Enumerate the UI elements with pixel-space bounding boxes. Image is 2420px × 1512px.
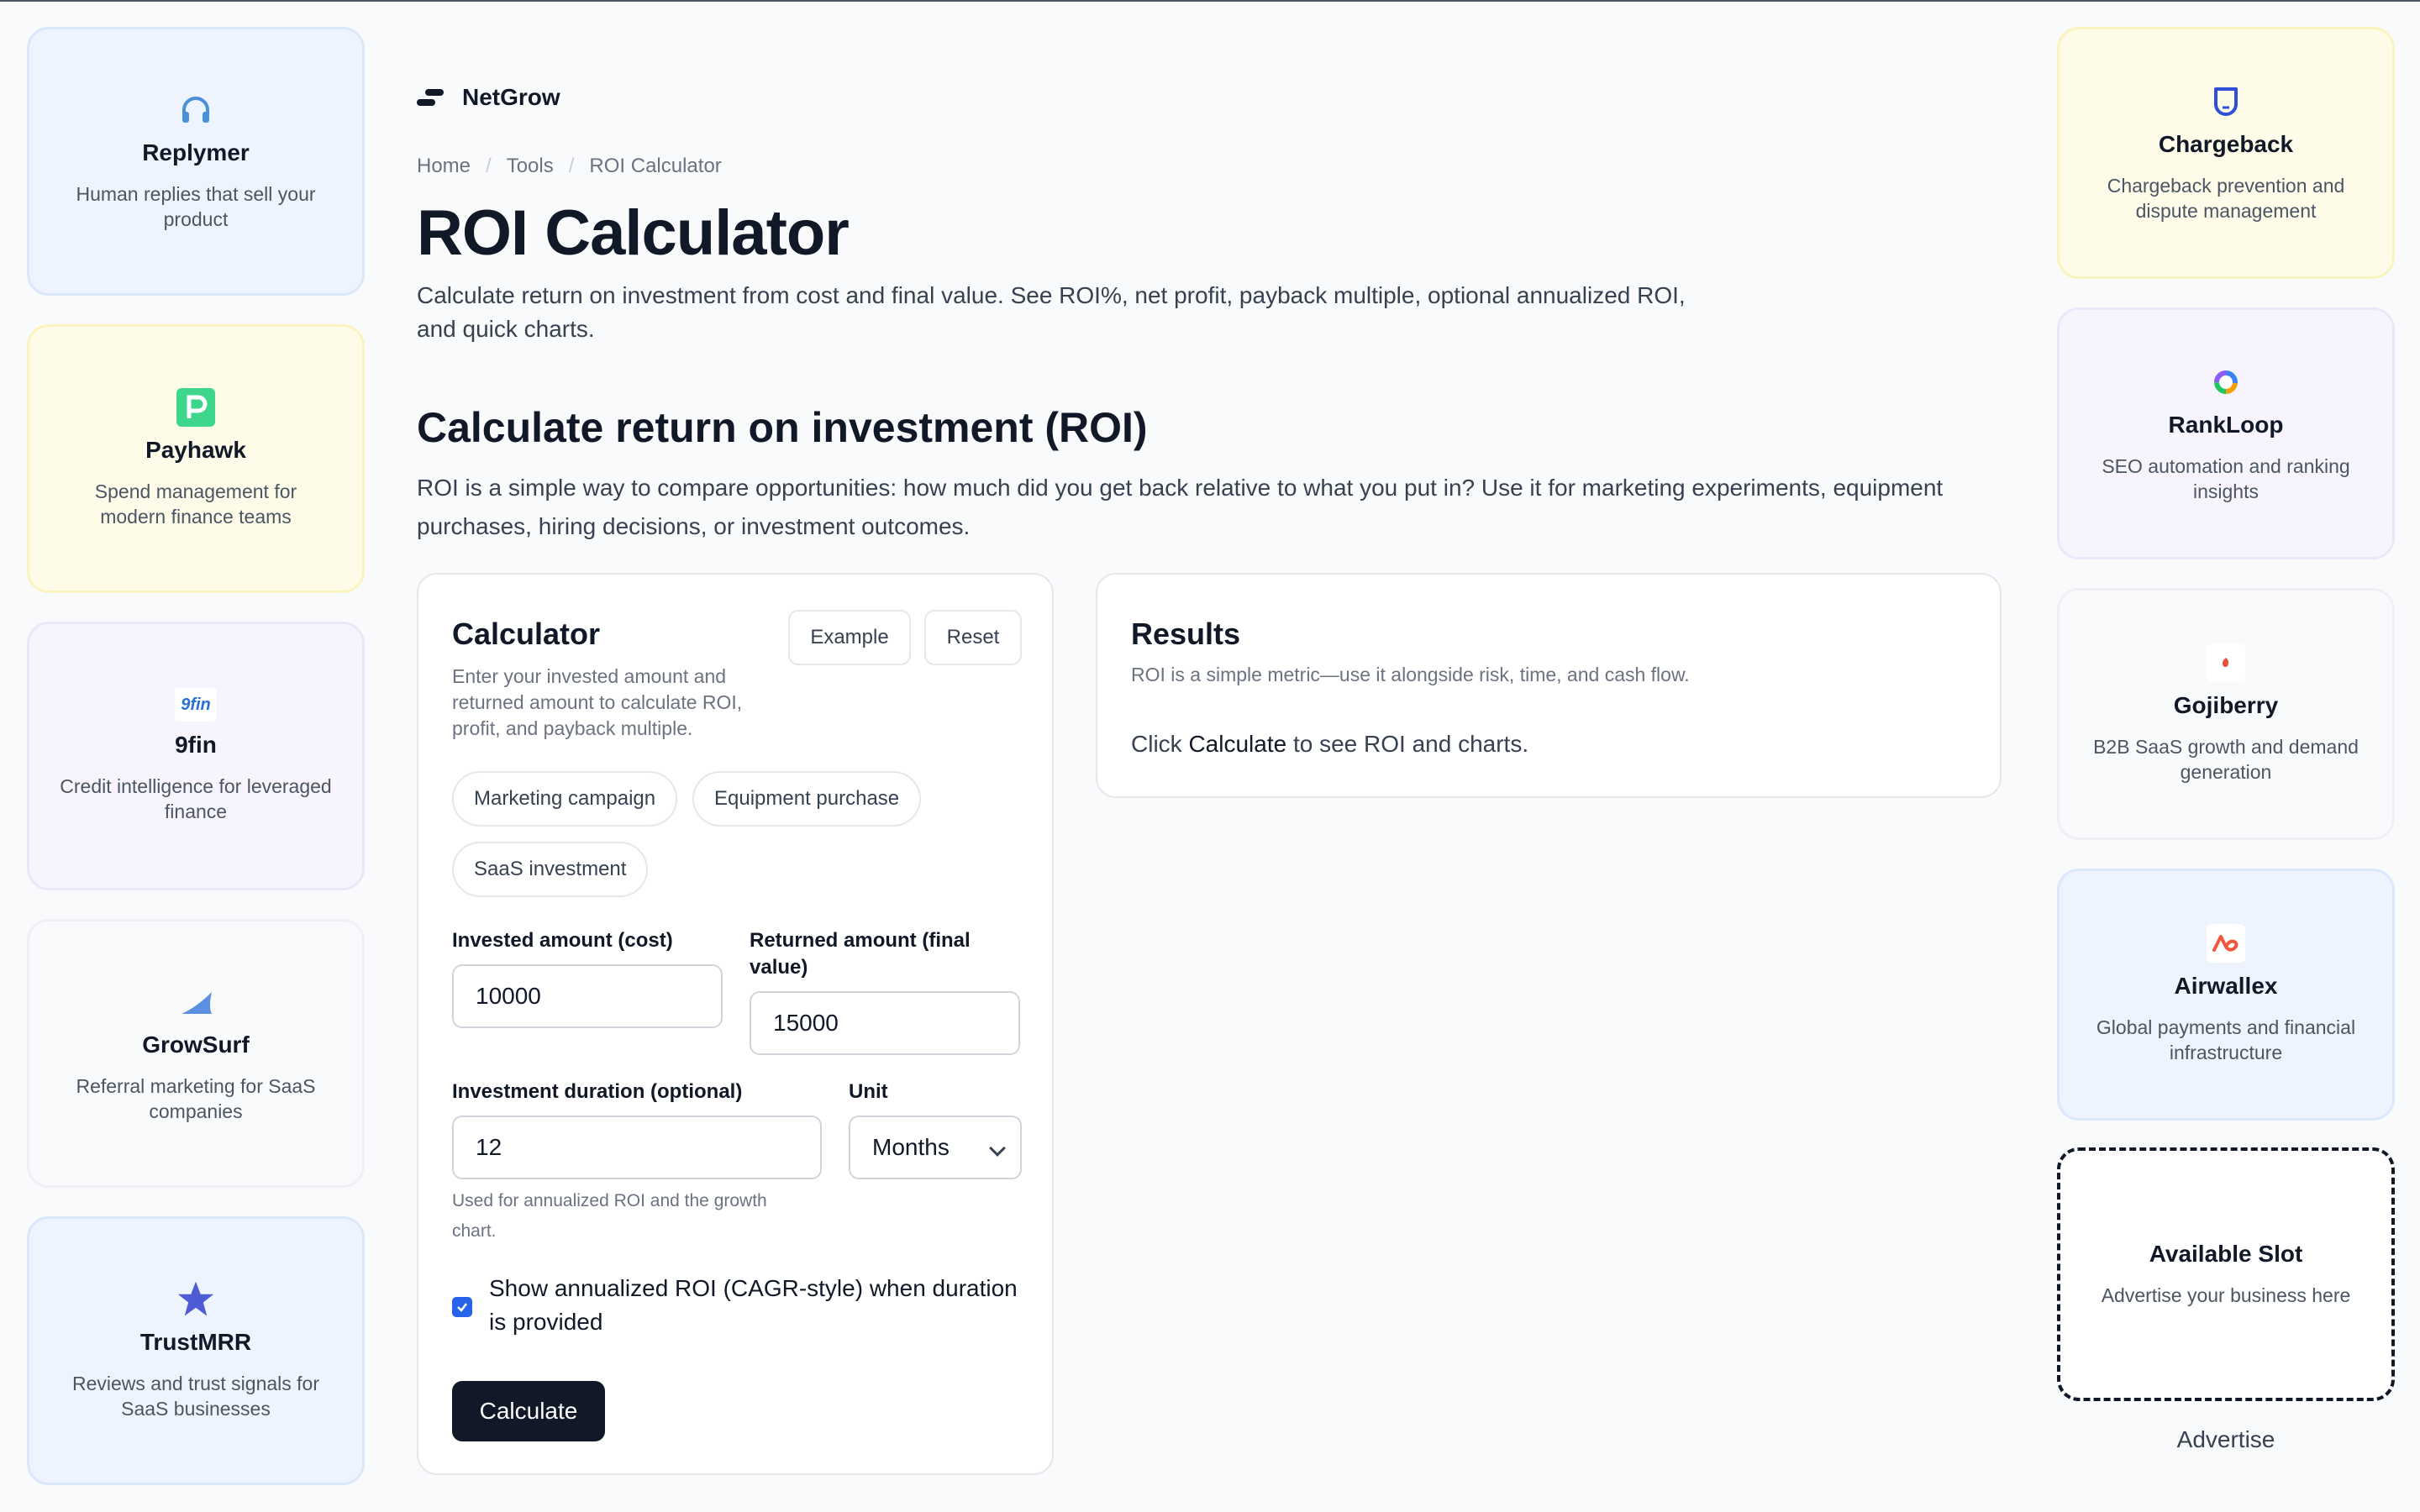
breadcrumb-current: ROI Calculator	[589, 155, 722, 177]
sponsor-card-9fin[interactable]	[27, 622, 365, 890]
sponsor-card-payhawk[interactable]	[27, 324, 365, 593]
calculate-button[interactable]: Calculate	[452, 1381, 605, 1441]
sponsor-card-gojiberry[interactable]	[2057, 588, 2395, 840]
sponsor-name: Available Slot	[2149, 1241, 2303, 1267]
calculator-title: Calculator	[452, 617, 601, 651]
duration-help: Used for annualized ROI and the growth chart.	[452, 1191, 767, 1241]
ring-icon	[2207, 363, 2245, 402]
preset-equipment-purchase[interactable]: Equipment purchase	[692, 771, 921, 827]
invested-label: Invested amount (cost)	[452, 929, 673, 952]
returned-label: Returned amount (final value)	[750, 929, 971, 979]
breadcrumb-tools[interactable]: Tools	[506, 155, 554, 177]
duration-label: Investment duration (optional)	[452, 1080, 743, 1103]
sponsor-desc: Advertise your business here	[2101, 1284, 2351, 1306]
results-message-after: to see ROI and charts.	[1286, 731, 1529, 757]
section-title: Calculate return on investment (ROI)	[417, 404, 1148, 451]
sponsor-name: Gojiberry	[2173, 692, 2279, 718]
sponsor-desc: B2B SaaS growth and demand generation	[2093, 736, 2359, 783]
sponsor-card-replymer[interactable]	[27, 27, 365, 296]
headset-icon	[176, 91, 215, 129]
sponsor-desc: Reviews and trust signals for SaaS businesses	[71, 1373, 319, 1420]
results-title: Results	[1131, 617, 1241, 651]
berry-icon	[2207, 643, 2245, 682]
sponsor-card-rankloop[interactable]	[2057, 307, 2395, 559]
page-lede: Calculate return on investment from cost and final value. See ROI%, net profit, payback multiple, optional annualized ROI, and quick charts.	[417, 282, 1686, 342]
sponsor-name: Chargeback	[2158, 131, 2294, 157]
shield-icon	[2207, 82, 2245, 121]
sponsor-desc: Spend management for modern finance teams	[94, 480, 297, 528]
reset-button[interactable]: Reset	[924, 610, 1022, 665]
calculator-card	[417, 573, 1054, 1475]
breadcrumb-home[interactable]: Home	[417, 155, 471, 177]
returned-amount-input[interactable]: 15000	[750, 991, 1020, 1055]
sponsor-desc: Global payments and financial infrastructure	[2096, 1016, 2356, 1063]
annualized-label[interactable]: Show annualized ROI (CAGR-style) when duration is provided	[489, 1275, 1018, 1335]
section-intro: ROI is a simple way to compare opportunities: how much did you get back relative to what you put in? Use it for marketing experiments, equipment purchases, hiring decisions, or investment outcomes.	[417, 475, 1944, 539]
breadcrumb-separator: /	[486, 155, 492, 177]
payhawk-logo-icon	[176, 388, 215, 427]
sponsor-desc: Credit intelligence for leveraged finance	[60, 775, 332, 822]
available-slot-card[interactable]	[2057, 1147, 2395, 1401]
unit-label: Unit	[849, 1080, 888, 1103]
breadcrumb	[417, 155, 722, 178]
duration-input[interactable]: 12	[452, 1116, 822, 1179]
check-icon	[455, 1300, 469, 1314]
sponsor-desc: Human replies that sell your product	[76, 183, 316, 230]
shark-fin-icon	[176, 983, 215, 1021]
sponsor-name: Airwallex	[2174, 973, 2278, 999]
sponsor-card-airwallex[interactable]	[2057, 869, 2395, 1121]
sponsor-name: GrowSurf	[142, 1032, 250, 1058]
sponsor-card-growsurf[interactable]	[27, 919, 365, 1188]
results-card	[1096, 573, 2002, 798]
9fin-logo-icon	[175, 688, 217, 722]
sponsor-card-chargeback[interactable]	[2057, 27, 2395, 279]
preset-marketing-campaign[interactable]: Marketing campaign	[452, 771, 677, 827]
brand[interactable]	[417, 84, 560, 111]
results-message-before: Click	[1131, 731, 1189, 757]
results-message-keyword: Calculate	[1188, 731, 1287, 757]
netgrow-logo-icon	[417, 87, 444, 108]
chevron-down-icon	[989, 1140, 1006, 1157]
sponsor-name: TrustMRR	[139, 1329, 252, 1355]
breadcrumb-separator: /	[568, 155, 575, 177]
advertise-link[interactable]: Advertise	[2176, 1426, 2275, 1452]
9fin-logo-text: 9fin	[181, 695, 211, 714]
sponsor-desc: SEO automation and ranking insights	[2102, 455, 2350, 502]
sponsor-desc: Referral marketing for SaaS companies	[76, 1075, 316, 1122]
results-subtitle: ROI is a simple metric—use it alongside risk, time, and cash flow.	[1131, 664, 1690, 685]
sponsor-name: Replymer	[142, 139, 250, 165]
brand-name: NetGrow	[462, 84, 560, 110]
sponsor-desc: Chargeback prevention and dispute management	[2107, 175, 2345, 222]
unit-select[interactable]	[849, 1116, 1022, 1179]
star-icon	[176, 1280, 215, 1319]
results-message	[1131, 731, 1528, 758]
sponsor-name: 9fin	[175, 732, 217, 758]
page-title: ROI Calculator	[417, 197, 849, 269]
preset-saas-investment[interactable]: SaaS investment	[452, 842, 648, 897]
annualized-checkbox[interactable]	[452, 1297, 472, 1317]
calculator-subtitle: Enter your invested amount and returned amount to calculate ROI, profit, and payback multiple.	[452, 665, 743, 739]
sponsor-card-trustmrr[interactable]	[27, 1216, 365, 1485]
sponsor-name: Payhawk	[145, 437, 246, 463]
invested-amount-input[interactable]: 10000	[452, 964, 723, 1028]
airwallex-logo-icon	[2207, 924, 2245, 963]
example-button[interactable]: Example	[788, 610, 911, 665]
sponsor-name: RankLoop	[2168, 412, 2284, 438]
unit-select-value: Months	[872, 1134, 950, 1160]
